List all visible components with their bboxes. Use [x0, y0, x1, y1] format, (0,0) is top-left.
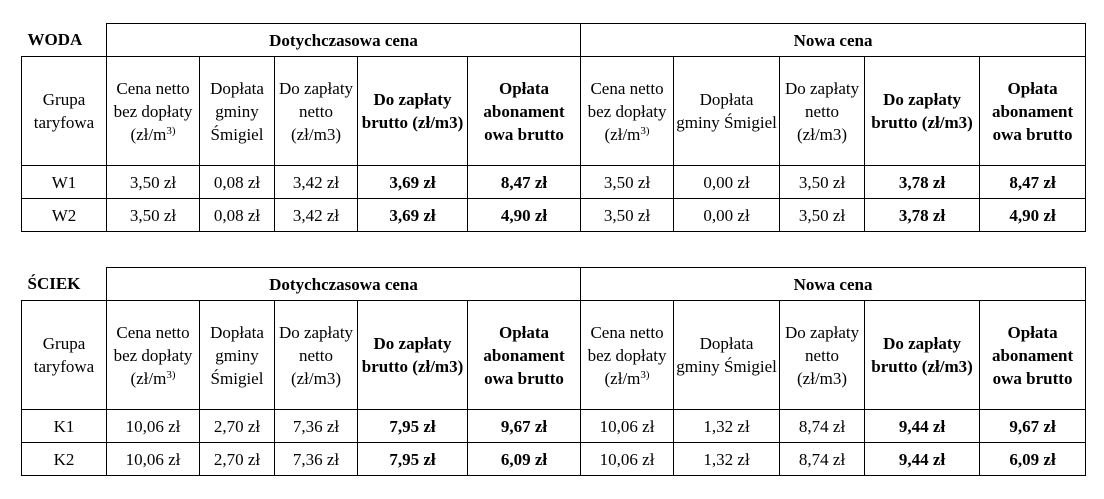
- table-row: [22, 166, 1086, 199]
- col-header-net-price-sup: 3): [640, 368, 650, 381]
- value-cell: 10,06 zł: [107, 410, 200, 443]
- col-header-subscription-fee: Opłata abonament owa brutto: [468, 301, 581, 410]
- col-header-gross-due: Do zapłaty brutto (zł/m3): [865, 301, 980, 410]
- value-cell: 3,42 zł: [275, 199, 358, 232]
- value-cell: 9,67 zł: [468, 410, 581, 443]
- value-cell: 7,36 zł: [275, 443, 358, 476]
- value-cell: 3,69 zł: [358, 166, 468, 199]
- value-cell: 3,50 zł: [780, 166, 865, 199]
- water-tariff-table: [21, 23, 1086, 232]
- col-header-net-price-text: Cena netto bez dopłaty (zł/m: [587, 78, 667, 144]
- col-header-tariff-group: Grupa taryfowa: [22, 301, 107, 410]
- value-cell: 6,09 zł: [468, 443, 581, 476]
- value-cell: 3,78 zł: [865, 166, 980, 199]
- section-title-woda: WODA: [22, 24, 107, 57]
- group-header-new-price: Nowa cena: [581, 24, 1086, 57]
- col-header-net-due: Do zapłaty netto (zł/m3): [780, 57, 865, 166]
- value-cell: 7,36 zł: [275, 410, 358, 443]
- value-cell: 0,08 zł: [200, 166, 275, 199]
- tariff-group-cell: W1: [22, 166, 107, 199]
- value-cell: 10,06 zł: [581, 443, 674, 476]
- value-cell: 10,06 zł: [581, 410, 674, 443]
- col-header-net-price-text: Cena netto bez dopłaty (zł/m: [113, 78, 193, 144]
- group-header-old-price: Dotychczasowa cena: [107, 24, 581, 57]
- col-header-net-price-sup: 3): [640, 124, 650, 137]
- value-cell: 9,44 zł: [865, 443, 980, 476]
- tariff-group-cell: K1: [22, 410, 107, 443]
- value-cell: 0,00 zł: [674, 166, 780, 199]
- col-header-net-price: [107, 57, 200, 166]
- value-cell: 3,50 zł: [107, 199, 200, 232]
- table-row: [22, 199, 1086, 232]
- col-header-net-due: Do zapłaty netto (zł/m3): [275, 301, 358, 410]
- value-cell: 0,08 zł: [200, 199, 275, 232]
- group-header-old-price: Dotychczasowa cena: [107, 268, 581, 301]
- value-cell: 3,50 zł: [581, 199, 674, 232]
- value-cell: 1,32 zł: [674, 410, 780, 443]
- col-header-net-price-sup: 3): [166, 368, 176, 381]
- value-cell: 3,69 zł: [358, 199, 468, 232]
- col-header-net-price-sup: 3): [166, 124, 176, 137]
- tariff-group-cell: K2: [22, 443, 107, 476]
- tariff-group-cell: W2: [22, 199, 107, 232]
- value-cell: 2,70 zł: [200, 410, 275, 443]
- value-cell: 8,47 zł: [980, 166, 1086, 199]
- group-header-new-price: Nowa cena: [581, 268, 1086, 301]
- value-cell: 9,67 zł: [980, 410, 1086, 443]
- col-header-net-price-text: Cena netto bez dopłaty (zł/m: [587, 322, 667, 388]
- col-header-tariff-group: Grupa taryfowa: [22, 57, 107, 166]
- col-header-net-due: Do zapłaty netto (zł/m3): [780, 301, 865, 410]
- value-cell: 9,44 zł: [865, 410, 980, 443]
- col-header-subscription-fee: Opłata abonament owa brutto: [980, 301, 1086, 410]
- value-cell: 3,42 zł: [275, 166, 358, 199]
- col-header-subsidy: Dopłata gminy Śmigiel: [200, 301, 275, 410]
- col-header-net-due: Do zapłaty netto (zł/m3): [275, 57, 358, 166]
- value-cell: 4,90 zł: [980, 199, 1086, 232]
- value-cell: 8,74 zł: [780, 410, 865, 443]
- col-header-subscription-fee: Opłata abonament owa brutto: [468, 57, 581, 166]
- value-cell: 8,74 zł: [780, 443, 865, 476]
- value-cell: 8,47 zł: [468, 166, 581, 199]
- col-header-subsidy: Dopłata gminy Śmigiel: [674, 57, 780, 166]
- col-header-net-price: [581, 301, 674, 410]
- col-header-gross-due: Do zapłaty brutto (zł/m3): [865, 57, 980, 166]
- value-cell: 3,50 zł: [107, 166, 200, 199]
- value-cell: 1,32 zł: [674, 443, 780, 476]
- col-header-net-price: [107, 301, 200, 410]
- value-cell: 7,95 zł: [358, 410, 468, 443]
- value-cell: 6,09 zł: [980, 443, 1086, 476]
- col-header-net-price-text: Cena netto bez dopłaty (zł/m: [113, 322, 193, 388]
- col-header-subscription-fee: Opłata abonament owa brutto: [980, 57, 1086, 166]
- section-title-sciek: ŚCIEK: [22, 268, 107, 301]
- value-cell: 3,50 zł: [780, 199, 865, 232]
- value-cell: 10,06 zł: [107, 443, 200, 476]
- table-row: [22, 410, 1086, 443]
- value-cell: 2,70 zł: [200, 443, 275, 476]
- value-cell: 3,78 zł: [865, 199, 980, 232]
- col-header-net-price: [581, 57, 674, 166]
- table-row: [22, 443, 1086, 476]
- value-cell: 4,90 zł: [468, 199, 581, 232]
- value-cell: 7,95 zł: [358, 443, 468, 476]
- sewage-tariff-table: [21, 267, 1086, 476]
- col-header-subsidy: Dopłata gminy Śmigiel: [200, 57, 275, 166]
- col-header-subsidy: Dopłata gminy Śmigiel: [674, 301, 780, 410]
- value-cell: 0,00 zł: [674, 199, 780, 232]
- value-cell: 3,50 zł: [581, 166, 674, 199]
- col-header-gross-due: Do zapłaty brutto (zł/m3): [358, 57, 468, 166]
- col-header-gross-due: Do zapłaty brutto (zł/m3): [358, 301, 468, 410]
